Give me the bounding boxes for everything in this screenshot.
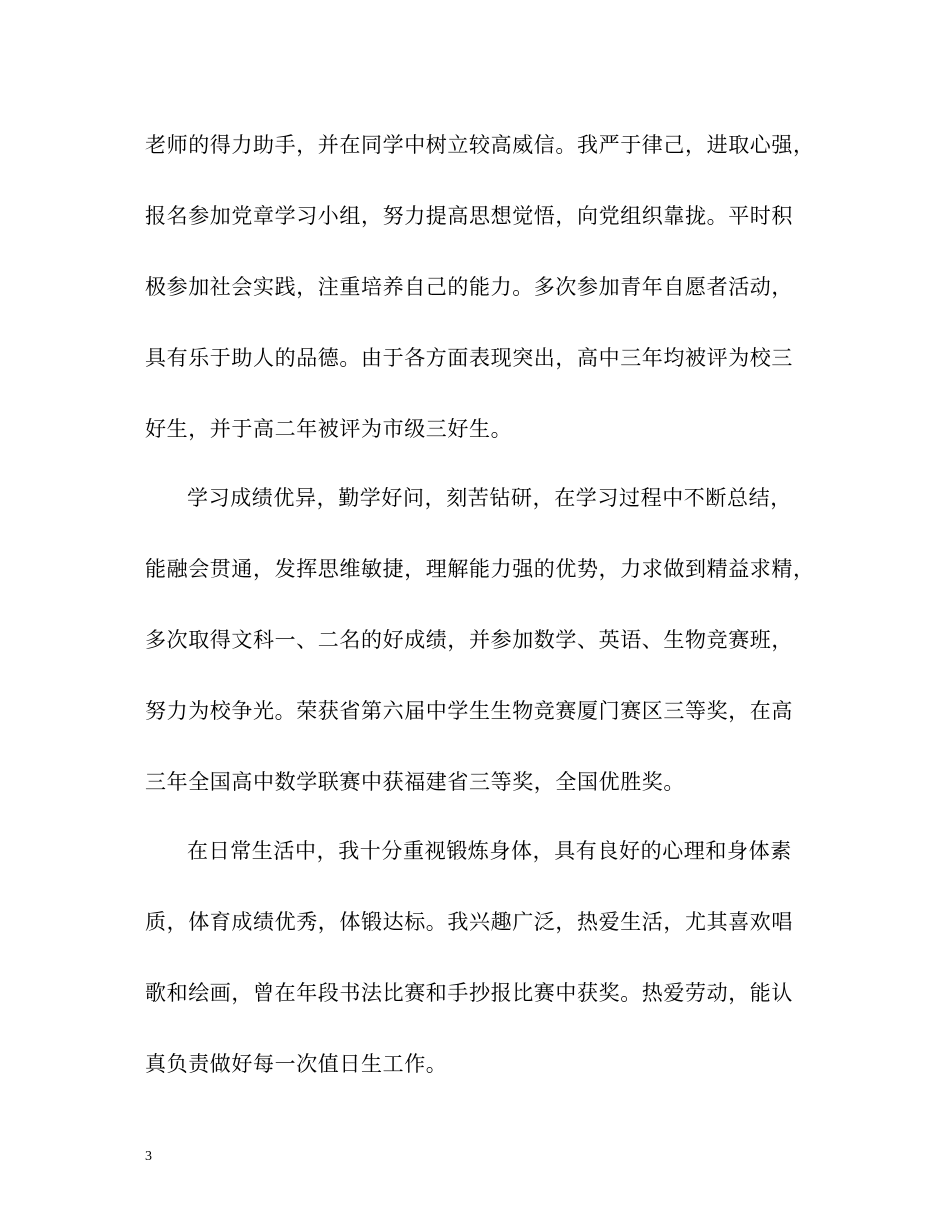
text-line: 学习成绩优异，勤学好问，刻苦钻研，在学习过程中不断总结， xyxy=(187,486,792,510)
text-line: 老师的得力助手，并在同学中树立较高威信。我严于律己，进取心强， xyxy=(145,133,815,157)
text-line: 能融会贯通，发挥思维敏捷，理解能力强的优势，力求做到精益求精， xyxy=(145,557,815,581)
text-line: 报名参加党章学习小组，努力提高思想觉悟，向党组织靠拢。平时积 xyxy=(145,204,793,228)
text-line: 在日常生活中，我十分重视锻炼身体，具有良好的心理和身体素 xyxy=(187,839,792,863)
text-line: 努力为校争光。荣获省第六届中学生生物竞赛厦门赛区三等奖，在高 xyxy=(145,699,793,723)
text-line: 好生，并于高二年被评为市级三好生。 xyxy=(145,417,513,441)
text-line: 质，体育成绩优秀，体锻达标。我兴趣广泛，热爱生活，尤其喜欢唱 xyxy=(145,910,793,934)
text-line: 歌和绘画，曾在年段书法比赛和手抄报比赛中获奖。热爱劳动，能认 xyxy=(145,981,793,1005)
text-line: 三年全国高中数学联赛中获福建省三等奖，全国优胜奖。 xyxy=(145,770,685,794)
page-number: 3 xyxy=(145,1149,152,1164)
text-line: 多次取得文科一、二名的好成绩，并参加数学、英语、生物竞赛班， xyxy=(145,628,793,652)
text-line: 具有乐于助人的品德。由于各方面表现突出，高中三年均被评为校三 xyxy=(145,346,793,370)
text-line: 极参加社会实践，注重培养自己的能力。多次参加青年自愿者活动， xyxy=(145,275,793,299)
text-line: 真负责做好每一次值日生工作。 xyxy=(145,1052,448,1076)
